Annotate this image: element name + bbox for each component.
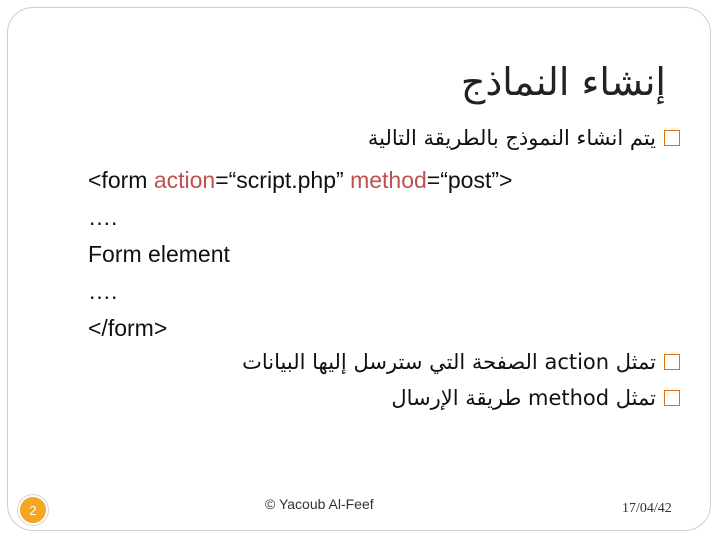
code-tag-open: <form [88,167,154,193]
code-line-form-open [88,162,512,199]
bullet-item-create-form [368,126,680,150]
code-attr-method: method [350,167,427,193]
square-bullet-icon [664,130,680,146]
square-bullet-icon [664,354,680,370]
slide-title: إنشاء النماذج [460,60,666,104]
bullet-text: تمثل action الصفحة التي سترسل إليها البيانات [242,350,656,374]
bullet-text: يتم انشاء النموذج بالطريقة التالية [367,126,656,150]
code-line-form-close: </form> [88,315,168,341]
slide-frame [7,7,711,531]
page-number-badge: 2 [18,495,48,525]
bullet-text: تمثل method طريقة الإرسال [391,386,656,410]
code-value-action: =“script.php” [215,167,351,193]
footer-date: 17/04/42 [622,501,672,516]
code-line-form-element: Form element [88,241,230,267]
square-bullet-icon [664,390,680,406]
code-attr-action: action [153,167,216,193]
bullet-item-method [391,386,680,410]
code-value-method: =“post”> [426,167,513,193]
code-line-ellipsis-2: …. [88,278,118,304]
code-line-ellipsis-1: …. [88,204,118,230]
footer-copyright: © Yacoub Al-Feef [265,496,374,512]
bullet-item-action [242,350,680,374]
code-block [88,162,512,347]
